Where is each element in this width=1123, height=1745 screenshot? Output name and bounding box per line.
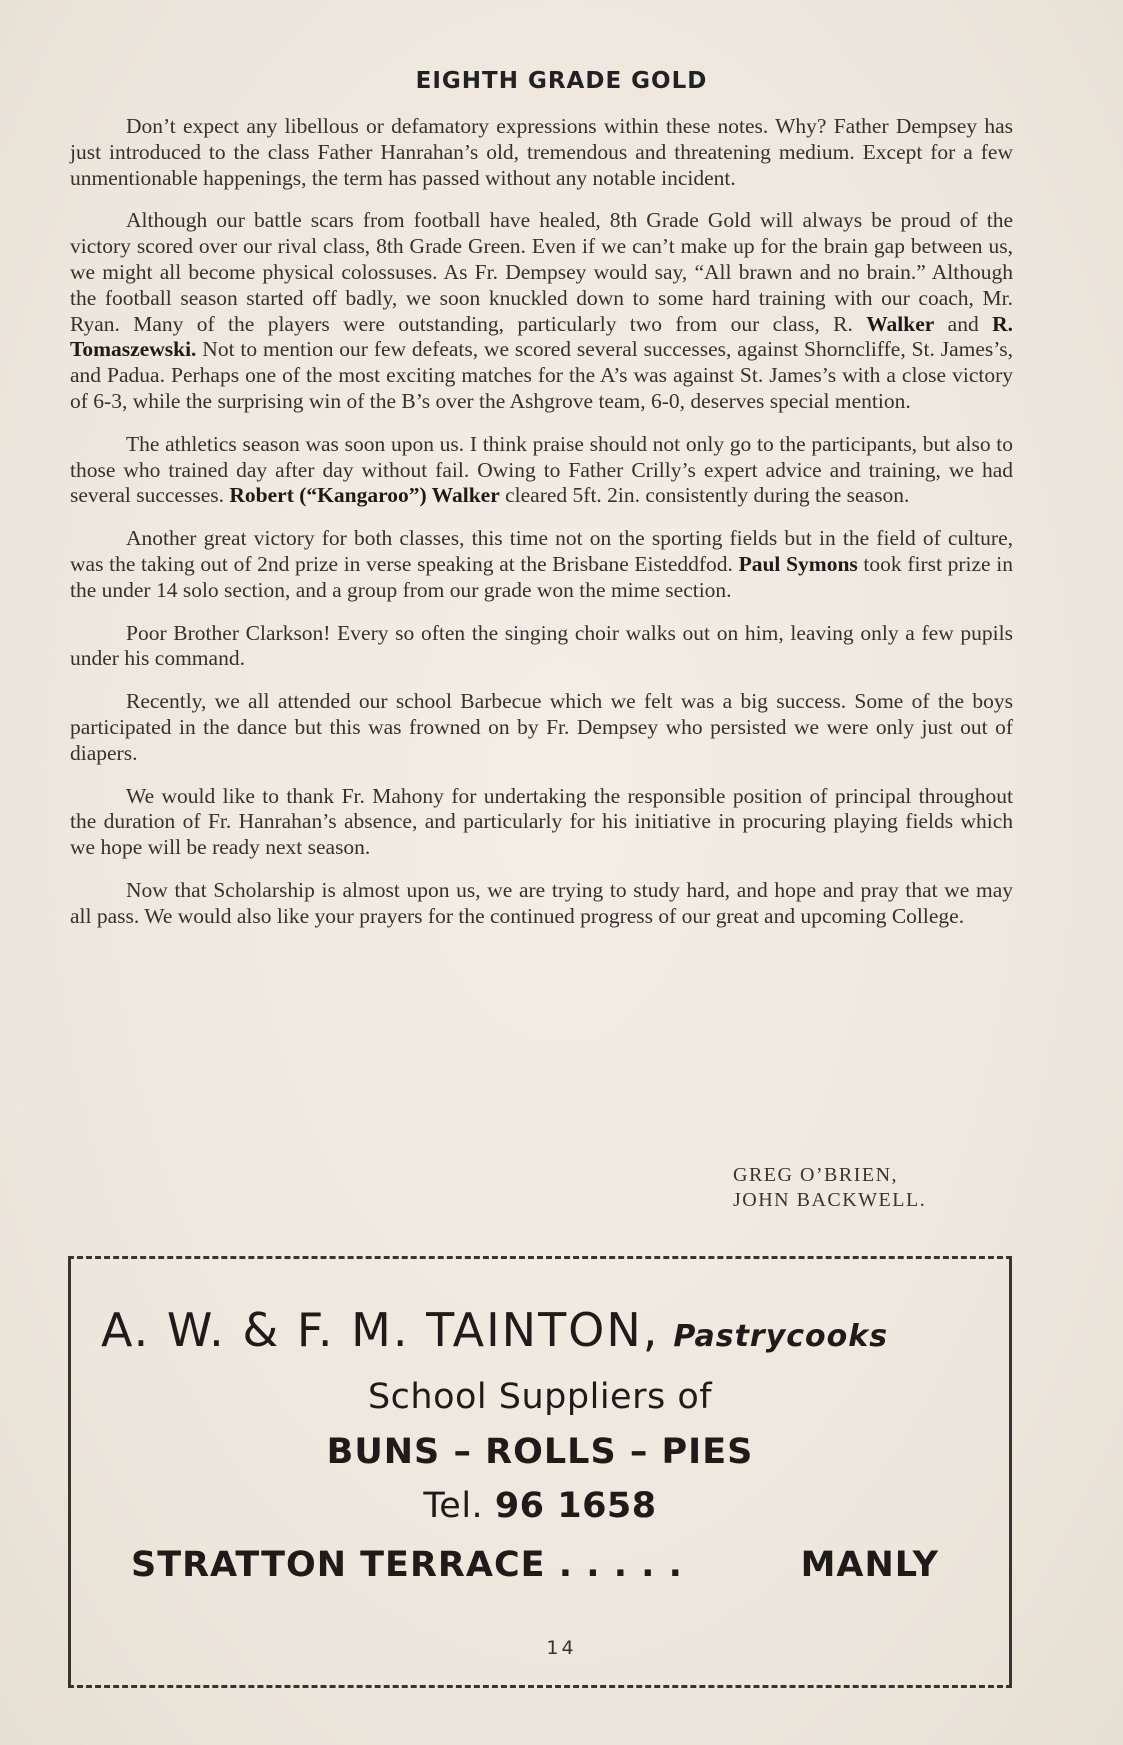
paragraph-text: Recently, we all attended our school Barbecue which we felt was a big success. Some of the boys participated in the dance but this was frowned on by Fr. Dempsey who persisted we were only just out of diapers.	[70, 689, 1013, 765]
article-paragraph	[70, 689, 1013, 766]
paragraph-text: Another great victory for both classes, this time not on the sporting fields but in the field of culture, was the taking out of 2nd prize in verse speaking at the Brisbane Eisteddfod.	[70, 526, 1013, 576]
article-paragraph	[70, 114, 1013, 191]
ad-tel-number: 96 1658	[494, 1486, 657, 1526]
article-paragraph	[70, 878, 1013, 930]
paragraph-text: We would like to thank Fr. Mahony for undertaking the responsible position of principal throughout the duration of Fr. Hanrahan’s absence, and particularly for his initiative in procuring playing fields which we hope will be ready next season.	[70, 783, 1013, 860]
advertisement-box	[68, 1256, 1012, 1688]
article-paragraph	[70, 208, 1013, 414]
article-paragraph	[70, 784, 1013, 861]
article-paragraph	[70, 621, 1013, 673]
ad-title-line	[101, 1303, 888, 1357]
signature-author-1: GREG O’BRIEN,	[733, 1164, 899, 1186]
article-heading: EIGHTH GRADE GOLD	[415, 68, 708, 94]
article-paragraph	[70, 526, 1013, 603]
ad-suburb: MANLY	[800, 1545, 939, 1585]
bold-name: Paul Symons	[738, 551, 858, 576]
paragraph-text: Not to mention our few defeats, we scored several successes, against Shorncliffe, St. James’s, and Padua. Perhaps one of the most exciting matches for the A’s was against St. James’s with a close victory of 6-3, while the surprising win of the B’s over the Ashgrove team, 6-0, deserves special mention.	[70, 337, 1013, 413]
ad-products: BUNS – ROLLS – PIES	[326, 1432, 754, 1472]
paragraph-text: Although our battle scars from football have healed, 8th Grade Gold will always be proud of the victory scored over our rival class, 8th Grade Green. Even if we can’t make up for the brain gap between us, we might all become physical colossuses. As Fr. Dempsey would say, “All brawn and no brain.” Although the football season started off badly, we soon knuckled down to some hard training with our coach, Mr. Ryan. Many of the players were outstanding, particularly two from our class, R.	[70, 208, 1013, 336]
ad-telephone	[71, 1486, 1009, 1526]
ad-tel-label: Tel.	[423, 1486, 484, 1526]
signature-author-2: JOHN BACKWELL.	[733, 1189, 927, 1211]
paragraph-text: Poor Brother Clarkson! Every so often the singing choir walks out on him, leaving only a few pupils under his command.	[70, 620, 1013, 671]
paragraph-text: Now that Scholarship is almost upon us, we are trying to study hard, and hope and pray that we may all pass. We would also like your prayers for the continued progress of our great and upcoming College.	[70, 877, 1013, 928]
article-body	[70, 114, 1013, 947]
page-number: 14	[546, 1637, 577, 1659]
paragraph-text: took first prize in the under 14 solo section, and a group from our grade won the mime section.	[70, 551, 1013, 602]
bold-name: Walker	[866, 311, 935, 336]
paragraph-text: The athletics season was soon upon us. I think praise should not only go to the participants, but also to those who trained day after day without fail. Owing to Father Crilly’s expert advice and training, we had several successes.	[70, 431, 1013, 508]
article-paragraph	[70, 432, 1013, 509]
ad-trade: Pastrycooks	[673, 1319, 889, 1354]
ad-firm-name: A. W. & F. M. TAINTON,	[101, 1303, 660, 1357]
bold-name: R. Tomaszewski.	[70, 311, 1013, 362]
ad-suppliers: School Suppliers of	[367, 1377, 713, 1417]
paragraph-text: and	[934, 311, 993, 336]
paragraph-text: Don’t expect any libellous or defamatory expressions within these notes. Why? Father Dempsey has just introduced to the class Father Hanrahan’s old, tremendous and threatening medium. Except for a few unmentionable happenings, the term has passed without any notable incident.	[70, 114, 1013, 190]
paragraph-text: cleared 5ft. 2in. consistently during the season.	[499, 483, 910, 508]
signature-block	[733, 1163, 926, 1213]
ad-address	[131, 1545, 939, 1585]
bold-name: Robert (“Kangaroo”) Walker	[229, 483, 500, 508]
ad-street: STRATTON TERRACE . . . . .	[131, 1545, 683, 1585]
